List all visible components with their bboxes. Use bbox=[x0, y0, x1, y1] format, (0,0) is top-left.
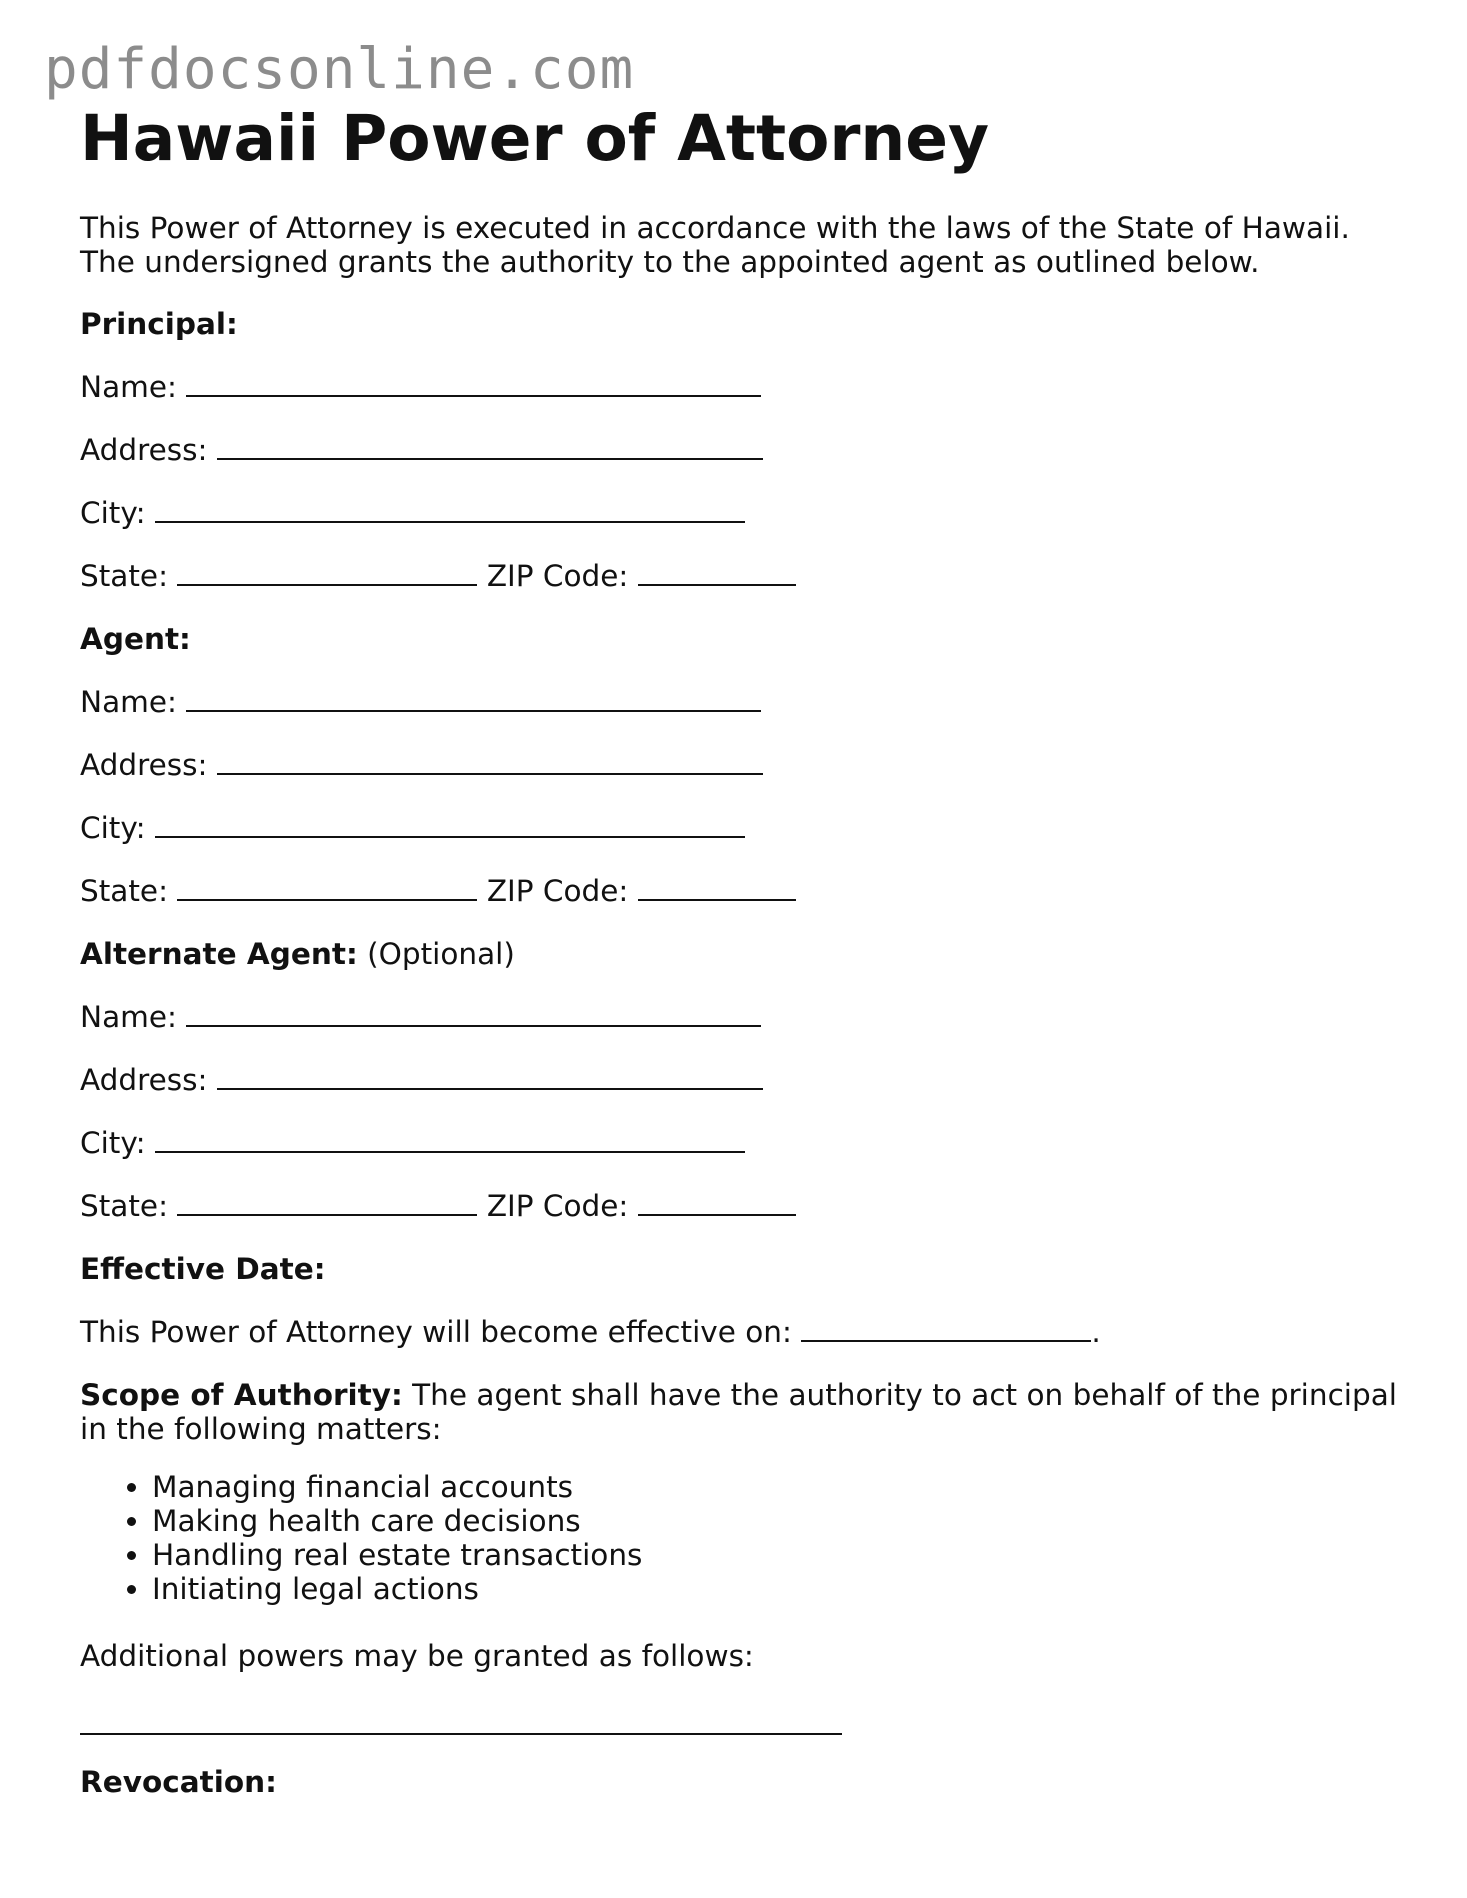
additional-powers-field[interactable] bbox=[80, 1733, 842, 1735]
effective-date-field[interactable] bbox=[801, 1316, 1091, 1342]
principal-zip-label: ZIP Code: bbox=[486, 559, 629, 593]
alternate-agent-city-label: City: bbox=[80, 1126, 146, 1160]
alternate-agent-name-label: Name: bbox=[80, 1000, 177, 1034]
agent-heading: Agent: bbox=[80, 622, 191, 656]
page-title: Hawaii Power of Attorney bbox=[80, 102, 990, 175]
alternate-agent-address-field[interactable] bbox=[217, 1064, 763, 1090]
principal-name-label: Name: bbox=[80, 370, 177, 404]
alternate-agent-city-field[interactable] bbox=[155, 1127, 745, 1153]
principal-zip-field[interactable] bbox=[638, 560, 796, 586]
agent-address-row bbox=[80, 748, 763, 782]
scope-heading: Scope of Authority: bbox=[80, 1378, 403, 1412]
alternate-agent-heading-row bbox=[80, 937, 515, 971]
effective-date-row bbox=[80, 1315, 1101, 1349]
agent-city-row bbox=[80, 811, 745, 845]
principal-heading: Principal: bbox=[80, 307, 238, 341]
list-item: • Managing financial accounts bbox=[152, 1470, 642, 1504]
principal-name-field[interactable] bbox=[186, 371, 761, 397]
scope-paragraph bbox=[80, 1378, 1400, 1446]
alternate-agent-state-field[interactable] bbox=[177, 1190, 477, 1216]
alternate-agent-state-label: State: bbox=[80, 1189, 169, 1223]
alternate-agent-address-label: Address: bbox=[80, 1063, 208, 1097]
alternate-agent-state-zip-row bbox=[80, 1189, 796, 1223]
alternate-agent-zip-field[interactable] bbox=[638, 1190, 796, 1216]
agent-state-zip-row bbox=[80, 874, 796, 908]
agent-name-row bbox=[80, 685, 761, 719]
principal-state-label: State: bbox=[80, 559, 169, 593]
agent-state-label: State: bbox=[80, 874, 169, 908]
alternate-agent-zip-label: ZIP Code: bbox=[486, 1189, 629, 1223]
agent-zip-label: ZIP Code: bbox=[486, 874, 629, 908]
principal-city-row bbox=[80, 496, 745, 530]
alternate-agent-city-row bbox=[80, 1126, 745, 1160]
list-item: • Making health care decisions bbox=[152, 1504, 642, 1538]
watermark: pdfdocsonline.com bbox=[44, 37, 635, 102]
principal-address-row bbox=[80, 433, 763, 467]
principal-city-label: City: bbox=[80, 496, 146, 530]
agent-name-label: Name: bbox=[80, 685, 177, 719]
effective-date-heading: Effective Date: bbox=[80, 1252, 326, 1286]
powers-list bbox=[80, 1470, 642, 1606]
principal-name-row bbox=[80, 370, 761, 404]
alternate-agent-optional-note: (Optional) bbox=[367, 937, 515, 971]
agent-address-label: Address: bbox=[80, 748, 208, 782]
list-item: • Handling real estate transactions bbox=[152, 1538, 642, 1572]
alternate-agent-heading: Alternate Agent: bbox=[80, 937, 358, 971]
alternate-agent-address-row bbox=[80, 1063, 763, 1097]
scope-text-line2: in the following matters: bbox=[80, 1412, 442, 1446]
agent-address-field[interactable] bbox=[217, 749, 763, 775]
agent-state-field[interactable] bbox=[177, 875, 477, 901]
effective-date-period: . bbox=[1091, 1315, 1101, 1349]
principal-address-field[interactable] bbox=[217, 434, 763, 460]
list-item: • Initiating legal actions bbox=[152, 1572, 642, 1606]
effective-date-text: This Power of Attorney will become effective on: bbox=[80, 1315, 792, 1349]
principal-state-field[interactable] bbox=[177, 560, 477, 586]
principal-city-field[interactable] bbox=[155, 497, 745, 523]
revocation-heading: Revocation: bbox=[80, 1765, 277, 1799]
agent-city-label: City: bbox=[80, 811, 146, 845]
agent-zip-field[interactable] bbox=[638, 875, 796, 901]
intro-paragraph: This Power of Attorney is executed in accordance with the laws of the State of Hawaii. The undersigned grants the authority to the appointed agent as outlined below. bbox=[80, 211, 1350, 279]
alternate-agent-name-row bbox=[80, 1000, 761, 1034]
alternate-agent-name-field[interactable] bbox=[186, 1001, 761, 1027]
scope-text-line1: The agent shall have the authority to act on behalf of the principal bbox=[412, 1378, 1397, 1412]
principal-state-zip-row bbox=[80, 559, 796, 593]
agent-city-field[interactable] bbox=[155, 812, 745, 838]
additional-powers-text: Additional powers may be granted as follows: bbox=[80, 1639, 754, 1673]
agent-name-field[interactable] bbox=[186, 686, 761, 712]
principal-address-label: Address: bbox=[80, 433, 208, 467]
